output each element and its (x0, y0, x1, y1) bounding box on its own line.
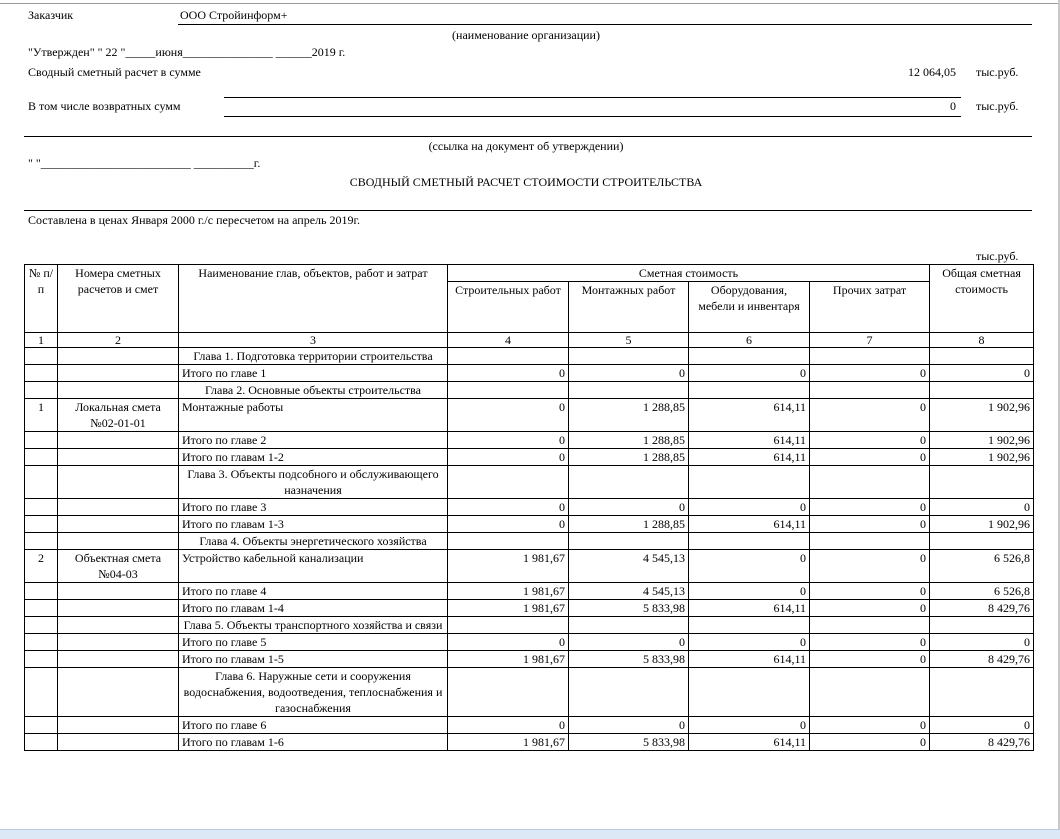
cell-other: 0 (810, 583, 930, 600)
cell-total: 8 429,76 (930, 600, 1034, 617)
cell-construction: 1 981,67 (448, 583, 569, 600)
cell-other (810, 533, 930, 550)
cell-total (930, 348, 1034, 365)
total-row (25, 432, 1034, 449)
cell-total: 1 902,96 (930, 516, 1034, 533)
cell-num (25, 449, 58, 466)
cell-num (25, 432, 58, 449)
document-title: СВОДНЫЙ СМЕТНЫЙ РАСЧЕТ СТОИМОСТИ СТРОИТЕЛЬСТВА (349, 175, 703, 189)
total-row (25, 499, 1034, 516)
cell-installation (569, 617, 689, 634)
cell-name: Итого по главе 1 (179, 365, 448, 382)
cell-num (25, 533, 58, 550)
returnable-unit: тыс.руб. (976, 99, 1019, 113)
col-header-other: Прочих затрат (810, 282, 930, 333)
total-row (25, 365, 1034, 382)
cell-num (25, 617, 58, 634)
cell-ref (58, 734, 179, 751)
cell-ref (58, 348, 179, 365)
cell-construction: 0 (448, 634, 569, 651)
cell-num (25, 734, 58, 751)
cell-other (810, 466, 930, 499)
cell-total: 8 429,76 (930, 651, 1034, 668)
cell-total (930, 466, 1034, 499)
cell-ref: Объектная смета №04-03 (58, 550, 179, 583)
cell-num (25, 348, 58, 365)
cell-total (930, 668, 1034, 717)
cell-equipment (689, 466, 810, 499)
chapter-row (25, 382, 1034, 399)
cell-num (25, 382, 58, 399)
cell-construction: 1 981,67 (448, 734, 569, 751)
cell-ref (58, 466, 179, 499)
cell-ref (58, 717, 179, 734)
cell-ref (58, 533, 179, 550)
cell-ref (58, 617, 179, 634)
cell-installation: 5 833,98 (569, 651, 689, 668)
cell-installation: 0 (569, 499, 689, 516)
cell-installation: 1 288,85 (569, 432, 689, 449)
doc-ref-caption: (ссылка на документ об утверждении) (428, 139, 624, 153)
cell-total: 6 526,8 (930, 583, 1034, 600)
cell-name: Глава 6. Наружные сети и сооружения водоснабжения, водоотведения, теплоснабжения и газоснабжения (179, 668, 448, 717)
cell-name: Глава 2. Основные объекты строительства (179, 382, 448, 399)
cell-total (930, 382, 1034, 399)
cell-construction (448, 382, 569, 399)
cell-other: 0 (810, 516, 930, 533)
cell-installation: 1 288,85 (569, 516, 689, 533)
cell-num: 1 (25, 399, 58, 432)
col-header-num: № п/п (25, 265, 58, 333)
cell-construction: 0 (448, 399, 569, 432)
item-row (25, 550, 1034, 583)
cell-total: 0 (930, 634, 1034, 651)
cell-ref (58, 668, 179, 717)
cell-equipment (689, 668, 810, 717)
cell-installation: 5 833,98 (569, 734, 689, 751)
cell-ref (58, 499, 179, 516)
cell-other: 0 (810, 600, 930, 617)
returnable-value: 0 (950, 99, 956, 113)
cell-construction: 0 (448, 432, 569, 449)
cell-total (930, 617, 1034, 634)
col-header-equipment: Оборудования, мебели и инвентаря (689, 282, 810, 333)
cell-name: Глава 4. Объекты энергетического хозяйства (179, 533, 448, 550)
cell-num (25, 717, 58, 734)
cell-installation: 1 288,85 (569, 449, 689, 466)
cell-construction: 1 981,67 (448, 651, 569, 668)
cell-other (810, 348, 930, 365)
cell-num (25, 466, 58, 499)
column-number: 4 (448, 333, 569, 348)
cell-total: 0 (930, 717, 1034, 734)
cell-equipment (689, 533, 810, 550)
cell-construction: 1 981,67 (448, 600, 569, 617)
column-number: 1 (25, 333, 58, 348)
cell-other: 0 (810, 399, 930, 432)
total-row (25, 449, 1034, 466)
cell-other: 0 (810, 432, 930, 449)
cell-num: 2 (25, 550, 58, 583)
cell-construction (448, 533, 569, 550)
customer-underline (178, 24, 1032, 25)
header-row-1 (25, 265, 1034, 282)
cell-equipment: 614,11 (689, 449, 810, 466)
total-row (25, 600, 1034, 617)
returnable-label: В том числе возвратных сумм (28, 99, 181, 113)
cell-num (25, 583, 58, 600)
cell-num (25, 634, 58, 651)
column-numbers-row (25, 333, 1034, 348)
cell-construction (448, 466, 569, 499)
cell-ref (58, 365, 179, 382)
column-number: 7 (810, 333, 930, 348)
total-row (25, 634, 1034, 651)
total-row (25, 583, 1034, 600)
cell-total: 1 902,96 (930, 449, 1034, 466)
column-number: 8 (930, 333, 1034, 348)
cell-ref (58, 449, 179, 466)
summary-underline (224, 97, 961, 98)
cell-equipment: 0 (689, 499, 810, 516)
cell-equipment (689, 348, 810, 365)
cell-other (810, 668, 930, 717)
column-number: 6 (689, 333, 810, 348)
cell-name: Итого по главам 1-5 (179, 651, 448, 668)
chapter-row (25, 617, 1034, 634)
chapter-row (25, 348, 1034, 365)
cell-other (810, 617, 930, 634)
cell-installation: 1 288,85 (569, 399, 689, 432)
cell-other (810, 382, 930, 399)
cell-other: 0 (810, 717, 930, 734)
cell-equipment: 614,11 (689, 600, 810, 617)
summary-value: 12 064,05 (908, 65, 956, 79)
cell-ref (58, 583, 179, 600)
cell-construction (448, 348, 569, 365)
prices-note: Составлена в ценах Января 2000 г./с пересчетом на апрель 2019г. (28, 213, 361, 227)
cell-construction: 0 (448, 365, 569, 382)
col-header-estimated-cost: Сметная стоимость (448, 265, 930, 282)
cell-other: 0 (810, 499, 930, 516)
cell-name: Итого по главе 4 (179, 583, 448, 600)
cell-installation (569, 668, 689, 717)
cell-name: Устройство кабельной канализации (179, 550, 448, 583)
customer-name: ООО Стройинформ+ (180, 8, 288, 22)
cell-other: 0 (810, 365, 930, 382)
cell-construction: 0 (448, 516, 569, 533)
cell-total: 1 902,96 (930, 399, 1034, 432)
cell-name: Монтажные работы (179, 399, 448, 432)
cell-equipment: 614,11 (689, 734, 810, 751)
cell-ref (58, 382, 179, 399)
cell-equipment: 614,11 (689, 516, 810, 533)
cell-ref (58, 634, 179, 651)
cell-equipment: 0 (689, 365, 810, 382)
cell-installation (569, 382, 689, 399)
chapter-row (25, 668, 1034, 717)
column-number: 3 (179, 333, 448, 348)
column-number: 2 (58, 333, 179, 348)
estimate-table-body (25, 348, 1034, 751)
cell-other: 0 (810, 734, 930, 751)
col-header-construction: Строительных работ (448, 282, 569, 333)
cell-other: 0 (810, 449, 930, 466)
cell-name: Итого по главам 1-6 (179, 734, 448, 751)
col-header-name: Наименование глав, объектов, работ и затрат (179, 265, 448, 333)
cell-construction: 0 (448, 499, 569, 516)
cell-name: Глава 1. Подготовка территории строительства (179, 348, 448, 365)
cell-ref (58, 651, 179, 668)
cell-construction (448, 668, 569, 717)
cell-num (25, 365, 58, 382)
summary-unit: тыс.руб. (976, 65, 1019, 79)
cell-equipment: 614,11 (689, 432, 810, 449)
cell-other: 0 (810, 634, 930, 651)
cell-name: Итого по главе 6 (179, 717, 448, 734)
cell-installation: 5 833,98 (569, 600, 689, 617)
cell-name: Итого по главе 2 (179, 432, 448, 449)
cell-name: Итого по главам 1-2 (179, 449, 448, 466)
cell-ref (58, 600, 179, 617)
cell-installation (569, 466, 689, 499)
cell-name: Итого по главе 3 (179, 499, 448, 516)
cell-num (25, 499, 58, 516)
cell-ref: Локальная смета №02-01-01 (58, 399, 179, 432)
cell-total: 0 (930, 365, 1034, 382)
date-blank-line: " "_________________________ __________г. (28, 156, 261, 170)
cell-equipment: 0 (689, 717, 810, 734)
cell-equipment (689, 617, 810, 634)
cell-name: Итого по главам 1-3 (179, 516, 448, 533)
cell-equipment: 0 (689, 583, 810, 600)
col-header-installation: Монтажных работ (569, 282, 689, 333)
cell-other: 0 (810, 550, 930, 583)
customer-label: Заказчик (28, 8, 74, 22)
cell-name: Глава 3. Объекты подсобного и обслуживающего назначения (179, 466, 448, 499)
cell-installation: 0 (569, 717, 689, 734)
total-row (25, 734, 1034, 751)
cell-name: Глава 5. Объекты транспортного хозяйства и связи (179, 617, 448, 634)
cell-installation (569, 533, 689, 550)
window-top-edge (0, 3, 1060, 4)
cell-num (25, 668, 58, 717)
cell-name: Итого по главе 5 (179, 634, 448, 651)
cell-num (25, 600, 58, 617)
cell-equipment (689, 382, 810, 399)
approved-line: "Утвержден" " 22 "_____июня_______________ ______2019 г. (28, 45, 346, 59)
cell-other: 0 (810, 651, 930, 668)
cell-construction (448, 617, 569, 634)
total-row (25, 717, 1034, 734)
cell-equipment: 614,11 (689, 651, 810, 668)
cell-equipment: 0 (689, 634, 810, 651)
cell-installation: 4 545,13 (569, 583, 689, 600)
cell-name: Итого по главам 1-4 (179, 600, 448, 617)
cell-ref (58, 432, 179, 449)
cell-total (930, 533, 1034, 550)
total-row (25, 651, 1034, 668)
col-header-total: Общая сметная стоимость (930, 265, 1034, 333)
doc-ref-underline (24, 136, 1032, 137)
cell-ref (58, 516, 179, 533)
cell-total: 8 429,76 (930, 734, 1034, 751)
cell-installation: 0 (569, 365, 689, 382)
column-number: 5 (569, 333, 689, 348)
cell-installation: 4 545,13 (569, 550, 689, 583)
cell-num (25, 651, 58, 668)
chapter-row (25, 466, 1034, 499)
cell-equipment: 614,11 (689, 399, 810, 432)
chapter-row (25, 533, 1034, 550)
cell-installation: 0 (569, 634, 689, 651)
table-unit: тыс.руб. (976, 249, 1019, 263)
cell-construction: 1 981,67 (448, 550, 569, 583)
org-caption: (наименование организации) (452, 28, 600, 42)
col-header-calc-numbers: Номера сметных расчетов и смет (58, 265, 179, 333)
title-underline (24, 210, 1032, 211)
summary-label: Сводный сметный расчет в сумме (28, 65, 201, 79)
item-row (25, 399, 1034, 432)
returnable-underline (224, 116, 961, 117)
total-row (25, 516, 1034, 533)
cell-construction: 0 (448, 449, 569, 466)
cell-equipment: 0 (689, 550, 810, 583)
cell-construction: 0 (448, 717, 569, 734)
cell-num (25, 516, 58, 533)
cell-total: 1 902,96 (930, 432, 1034, 449)
cell-total: 6 526,8 (930, 550, 1034, 583)
cell-total: 0 (930, 499, 1034, 516)
estimate-table (24, 264, 1034, 751)
cell-installation (569, 348, 689, 365)
